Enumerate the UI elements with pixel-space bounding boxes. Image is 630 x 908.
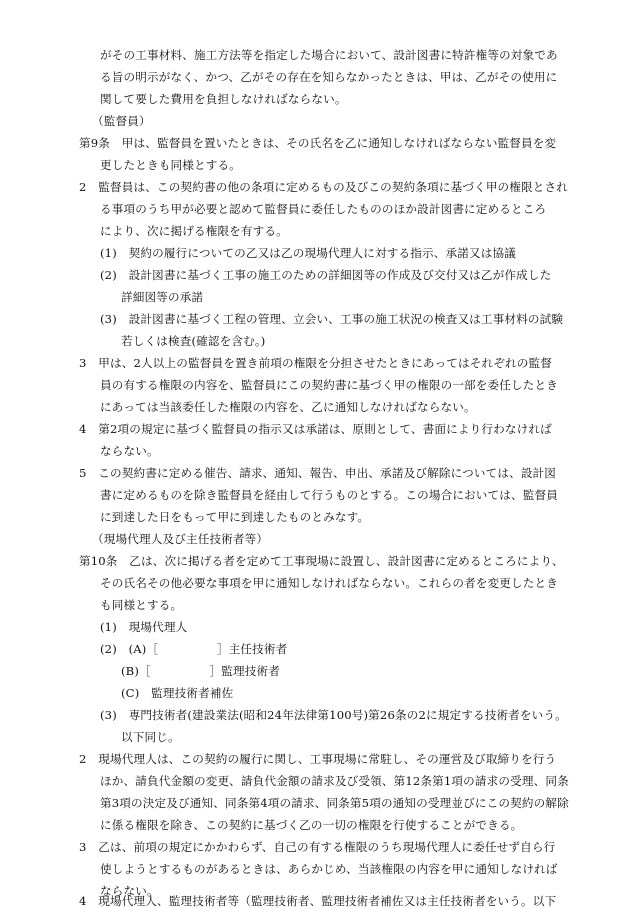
text-line: 関して要した費用を負担しなければならない。 (100, 92, 347, 106)
text-line: に係る権限を除き、この契約に基づく乙の一切の権限を行使することができる。 (100, 818, 523, 832)
list-item: (3) 専門技術者(建設業法(昭和24年法律第100号)第26条の2に規定する技術者をいう。 (100, 708, 567, 722)
list-item: (1) 契約の履行についての乙又は乙の現場代理人に対する指示、承諾又は協議 (100, 246, 516, 260)
section-heading: （現場代理人及び主任技術者等） (92, 532, 269, 546)
paragraph-start: 3 乙は、前項の規定にかかわらず、自己の有する権限のうち現場代理人に委任せず自ら行 (79, 840, 556, 854)
text-line: ほか、請負代金額の変更、請負代金額の請求及び受領、第12条第1項の請求の受理、同条 (100, 774, 569, 788)
text-line: その氏名その他必要な事項を甲に通知しなければならない。これらの者を変更したとき (100, 576, 559, 590)
paragraph-start: 5 この契約書に定める催告、請求、通知、報告、申出、承諾及び解除については、設計図 (79, 466, 557, 480)
list-item: (2) (A)［ ］主任技術者 (100, 642, 288, 656)
text-line: も同様とする。 (100, 598, 183, 612)
text-line: 員の有する権限の内容を、監督員にこの契約書に基づく甲の権限の一部を委任したとき (100, 378, 559, 392)
list-item: (1) 現場代理人 (100, 620, 188, 634)
paragraph-start: 2 現場代理人は、この契約の履行に関し、工事現場に常駐し、その運営及び取締りを行う (79, 752, 557, 766)
text-line: にあっては当該委任した権限の内容を、乙に通知しなければならない。 (100, 400, 476, 414)
text-line: 以下同じ。 (121, 730, 180, 744)
paragraph-start: 4 第2項の規定に基づく監督員の指示又は承諾は、原則として、書面により行わなければ (79, 422, 552, 436)
article-heading: 第9条 甲は、監督員を置いたときは、その氏名を乙に通知しなければならない監督員を変 (79, 136, 557, 150)
text-line: る事項のうち甲が必要と認めて監督員に委任したもののほか設計図書に定めるところ (100, 202, 547, 216)
list-item: (3) 設計図書に基づく工程の管理、立会い、工事の施工状況の検査又は工事材料の試験 (100, 312, 564, 326)
text-line: 使しようとするものがあるときは、あらかじめ、当該権限の内容を甲に通知しなければ (100, 862, 558, 876)
paragraph-start: 4 現場代理人、監理技術者等（監理技術者、監理技術者補佐又は主任技術者をいう。以下 (79, 894, 557, 908)
text-line: 更したときも同様とする。 (100, 158, 241, 172)
text-line: により、次に掲げる権限を有する。 (100, 224, 288, 238)
article-heading: 第10条 乙は、次に掲げる者を定めて工事現場に設置し、設計図書に定めるところにより、 (79, 554, 564, 568)
section-heading: （監督員） (92, 114, 151, 128)
text-line: る旨の明示がなく、かつ、乙がその存在を知らなかったときは、甲は、乙がその使用に (100, 70, 558, 84)
paragraph-start: 3 甲は、2人以上の監督員を置き前項の権限を分担させたときにあってはそれぞれの監督 (79, 356, 552, 370)
list-item: (C) 監理技術者補佐 (121, 686, 234, 700)
text-line: 詳細図等の承諾 (121, 290, 204, 304)
text-line: ならない。 (100, 444, 159, 458)
text-line: 書に定めるものを除き監督員を経由して行うものとする。この場合においては、監督員 (100, 488, 559, 502)
paragraph-start: 2 監督員は、この契約書の他の条項に定めるもの及びこの契約条項に基づく甲の権限とされ (79, 180, 569, 194)
text-line: 若しくは検査(確認を含む。) (121, 334, 266, 348)
text-line: 第3項の決定及び通知、同条第4項の請求、同条第5項の通知の受理並びにこの契約の解除 (100, 796, 569, 810)
text-line: に到達した日をもって甲に到達したものとみなす。 (100, 510, 370, 524)
list-item: (2) 設計図書に基づく工事の施工のための詳細図等の作成及び交付又は乙が作成した (100, 268, 552, 282)
list-item: (B)［ ］監理技術者 (121, 664, 280, 678)
text-line: ならない。 (100, 884, 159, 898)
text-line: がその工事材料、施工方法等を指定した場合において、設計図書に特許権等の対象であ (100, 48, 558, 62)
